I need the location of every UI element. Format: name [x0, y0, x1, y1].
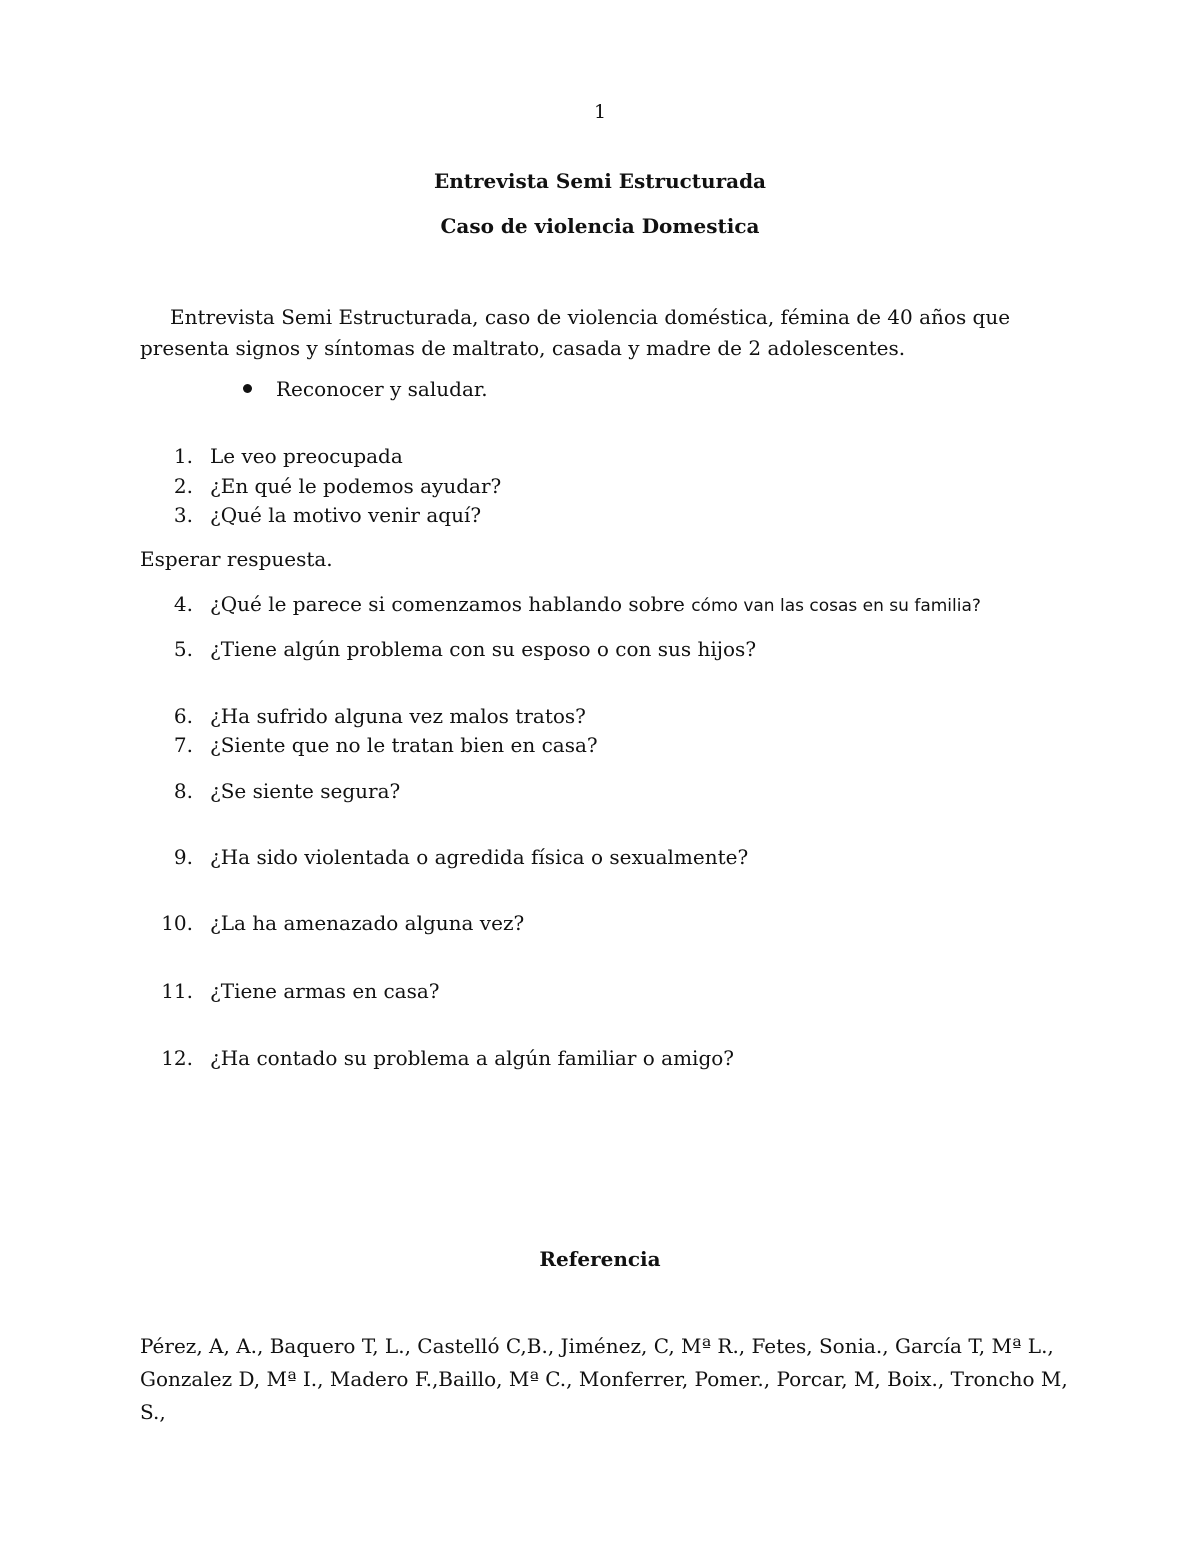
question-text: ¿Qué la motivo venir aquí? — [210, 503, 482, 527]
question-number: 4. — [173, 592, 193, 616]
document-title: Entrevista Semi Estructurada — [433, 169, 767, 193]
references-text: Pérez, A, A., Baquero T, L., Castelló C,B., Jiménez, C, Mª R., Fetes, Sonia., García T, Mª L., Gonzalez D, Mª I., Madero F.,Baillo, Mª C., Monferrer, Pomer., Porcar, M, Boix., Troncho M, S., — [140, 1334, 1068, 1424]
question-number: 2. — [173, 474, 193, 498]
question-number: 10. — [161, 911, 193, 935]
bullet-item — [243, 377, 488, 401]
question-text: ¿La ha amenazado alguna vez? — [210, 911, 525, 935]
question-text-sans: cómo van las cosas en su familia? — [691, 596, 981, 616]
question-text: ¿Siente que no le tratan bien en casa? — [210, 733, 598, 757]
question-text: ¿Tiene armas en casa? — [210, 979, 440, 1003]
page-number: 1 — [593, 101, 607, 123]
intro-paragraph: Entrevista Semi Estructurada, caso de violencia doméstica, fémina de 40 años que presenta signos y síntomas de maltrato, casada y madre de 2 adolescentes. — [140, 305, 1011, 360]
question-text-serif: ¿Qué le parece si comenzamos hablando sobre — [210, 592, 692, 616]
bullet-dot-icon — [243, 384, 252, 393]
question-number: 8. — [173, 779, 193, 803]
question-number: 7. — [173, 733, 193, 757]
question-number: 6. — [173, 704, 193, 728]
question-number: 5. — [173, 637, 193, 661]
question-text: ¿Se siente segura? — [210, 779, 401, 803]
question-number: 12. — [161, 1046, 193, 1070]
question-text — [210, 592, 981, 616]
question-number: 9. — [173, 845, 193, 869]
question-text: ¿Ha sufrido alguna vez malos tratos? — [210, 704, 586, 728]
references-heading: Referencia — [539, 1247, 661, 1271]
document-subtitle: Caso de violencia Domestica — [440, 214, 760, 238]
question-number: 11. — [161, 979, 193, 1003]
question-number: 3. — [173, 503, 193, 527]
question-text: Le veo preocupada — [210, 444, 403, 468]
question-text: ¿Ha contado su problema a algún familiar o amigo? — [210, 1046, 735, 1070]
bullet-text: Reconocer y saludar. — [276, 377, 488, 401]
question-text: ¿En qué le podemos ayudar? — [210, 474, 502, 498]
question-text: ¿Ha sido violentada o agredida física o sexualmente? — [210, 845, 749, 869]
wait-instruction: Esperar respuesta. — [140, 547, 333, 571]
question-text: ¿Tiene algún problema con su esposo o con sus hijos? — [210, 637, 757, 661]
question-number: 1. — [173, 444, 193, 468]
